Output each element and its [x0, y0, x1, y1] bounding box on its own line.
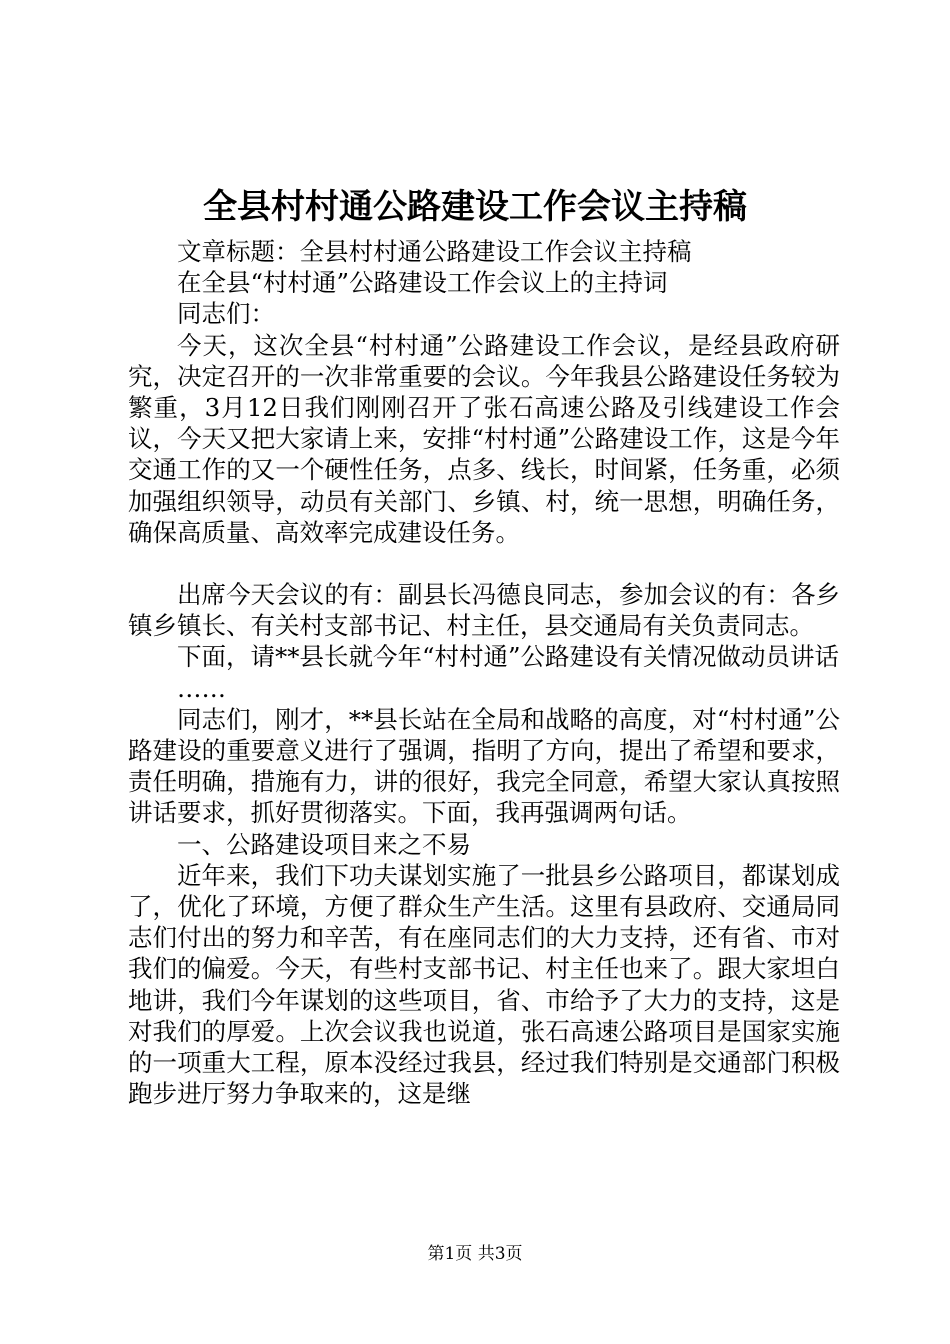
page-number-footer: 第1页 共3页: [427, 1244, 523, 1264]
article-title-line: 文章标题：全县村村通公路建设工作会议主持稿: [177, 237, 692, 266]
section-heading-1: 一、公路建设项目来之不易: [177, 829, 471, 859]
paragraph-summary: 同志们，刚才，**县长站在全局和战略的高度，对“村村通”公路建设的重要意义进行了强调，指明了方向，提出了希望和要求，责任明确，措施有力，讲的很好，我完全同意，希望大家认真按照讲话要求，抓好贯彻落实。下面，我再强调两句话。: [128, 704, 840, 828]
subtitle-line: 在全县“村村通”公路建设工作会议上的主持词: [177, 268, 668, 298]
document-title: 全县村村通公路建设工作会议主持稿: [203, 187, 747, 227]
salutation: 同志们：: [177, 299, 275, 329]
document-body: [128, 236, 840, 1109]
paragraph-section-1: 近年来，我们下功夫谋划实施了一批县乡公路项目，都谋划成了，优化了环境，方便了群众生产生活。这里有县政府、交通局同志们付出的努力和辛苦，有在座同志们的大力支持，还有省、市对我们的偏爱。今天，有些村支部书记、村主任也来了。跟大家坦白地讲，我们今年谋划的这些项目，省、市给予了大力的支持，这是对我们的厚爱。上次会议我也说道，张石高速公路项目是国家实施的一项重大工程，原本没经过我县，经过我们特别是交通部门积极跑步进厅努力争取来的，这是继: [128, 860, 840, 1109]
paragraph-invite-speech: 下面，请**县长就今年“村村通”公路建设有关情况做动员讲话: [177, 642, 840, 672]
paragraph-attendees: 出席今天会议的有：副县长冯德良同志，参加会议的有：各乡镇乡镇长、有关村支部书记、村主任，县交通局有关负责同志。: [128, 580, 840, 641]
paragraph-opening: 今天，这次全县“村村通”公路建设工作会议，是经县政府研究，决定召开的一次非常重要的会议。今年我县公路建设任务较为繁重，3月12日我们刚刚召开了张石高速公路及引线建设工作会议，今天又把大家请上来，安排“村村通”公路建设工作，这是今年交通工作的又一个硬性任务，点多、线长，时间紧，任务重，必须加强组织领导，动员有关部门、乡镇、村，统一思想，明确任务，确保高质量、高效率完成建设任务。: [128, 330, 840, 547]
ellipsis-line: ……: [177, 673, 226, 703]
